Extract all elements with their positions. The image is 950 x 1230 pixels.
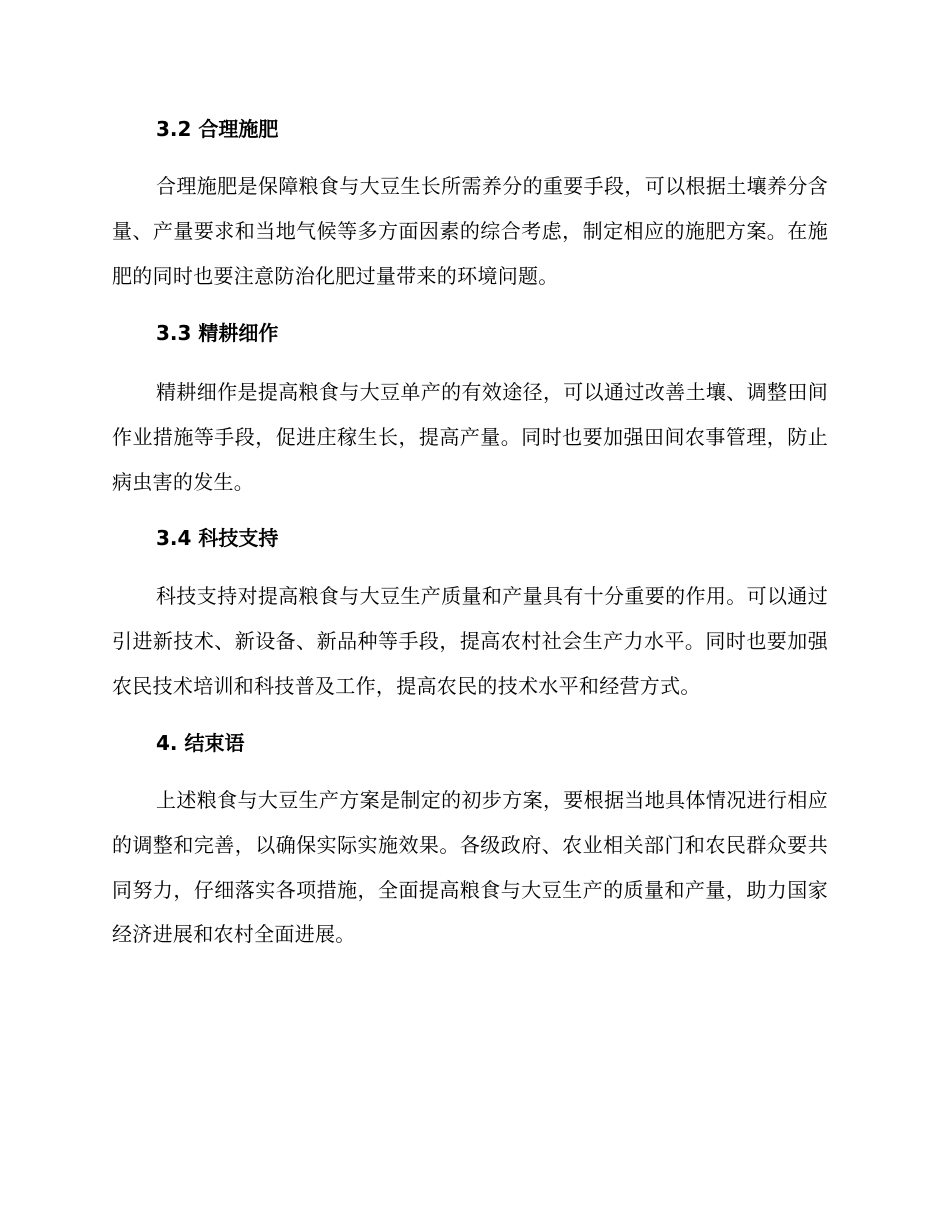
section-heading-4: 4. 结束语 (156, 731, 245, 755)
section-paragraph-3-2: 合理施肥是保障粮食与大豆生长所需养分的重要手段，可以根据土壤养分含量、产量要求和当地气候等多方面因素的综合考虑，制定相应的施肥方案。在施肥的同时也要注意防治化肥过量带来的环境问题。 (112, 174, 828, 288)
section-heading-3-4: 3.4 科技支持 (156, 526, 279, 550)
section-paragraph-3-4: 科技支持对提高粮食与大豆生产质量和产量具有十分重要的作用。可以通过引进新技术、新设备、新品种等手段，提高农村社会生产力水平。同时也要加强农民技术培训和科技普及工作，提高农民的技术水平和经营方式。 (112, 584, 828, 698)
section-paragraph-4: 上述粮食与大豆生产方案是制定的初步方案，要根据当地具体情况进行相应的调整和完善，以确保实际实施效果。各级政府、农业相关部门和农民群众要共同努力，仔细落实各项措施，全面提高粮食与大豆生产的质量和产量，助力国家经济进展和农村全面进展。 (112, 788, 828, 947)
section-heading-3-2: 3.2 合理施肥 (156, 117, 279, 141)
section-paragraph-3-3: 精耕细作是提高粮食与大豆单产的有效途径，可以通过改善土壤、调整田间作业措施等手段，促进庄稼生长，提高产量。同时也要加强田间农事管理，防止病虫害的发生。 (112, 380, 828, 494)
section-heading-3-3: 3.3 精耕细作 (156, 321, 279, 345)
